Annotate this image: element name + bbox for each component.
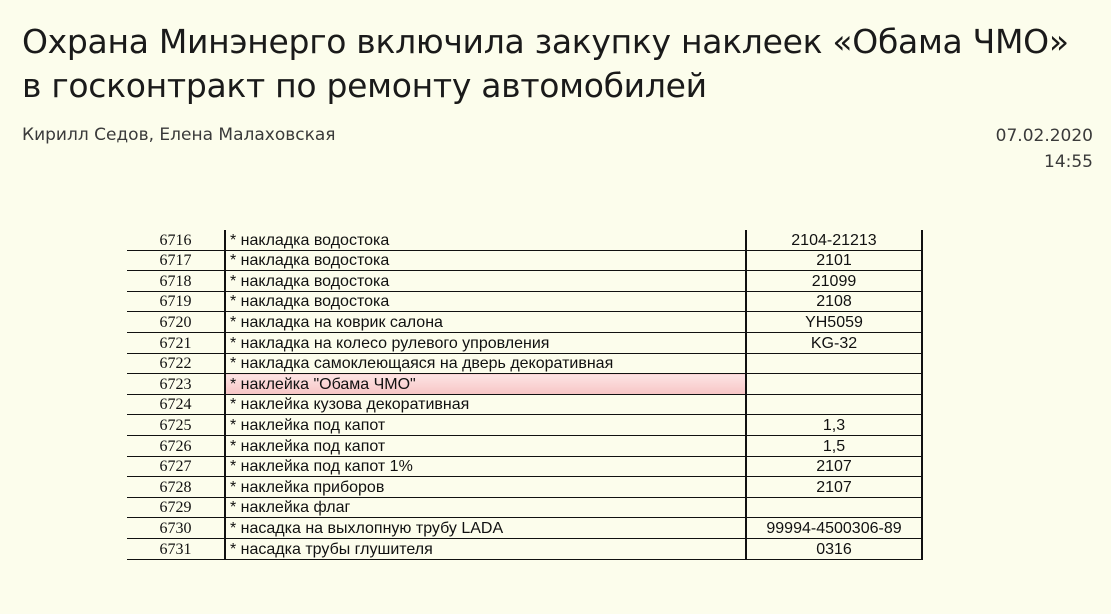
article-date: 07.02.2020 bbox=[995, 126, 1093, 146]
item-code-cell bbox=[746, 374, 922, 395]
item-number-cell: 6730 bbox=[127, 518, 225, 539]
procurement-table bbox=[127, 230, 923, 560]
article-title-line-1: Охрана Минэнерго включила закупку наклеек «Обама ЧМО» bbox=[22, 22, 1069, 61]
item-number-cell: 6720 bbox=[127, 312, 225, 333]
table-row bbox=[127, 435, 922, 456]
article-time: 14:55 bbox=[1044, 152, 1093, 172]
item-name-cell: * наклейка под капот bbox=[225, 435, 746, 456]
item-name-cell: * насадка трубы глушителя bbox=[225, 538, 746, 559]
item-number-cell: 6726 bbox=[127, 435, 225, 456]
item-name-cell: * накладка на колесо рулевого упровления bbox=[225, 332, 746, 353]
item-number-cell: 6728 bbox=[127, 477, 225, 498]
item-number-cell: 6719 bbox=[127, 291, 225, 312]
item-name-cell: * накладка водостока bbox=[225, 250, 746, 271]
table-row bbox=[127, 230, 922, 250]
table-row bbox=[127, 394, 922, 415]
item-code-cell: 21099 bbox=[746, 271, 922, 292]
item-number-cell: 6725 bbox=[127, 415, 225, 436]
item-number-cell: 6722 bbox=[127, 353, 225, 374]
item-number-cell: 6716 bbox=[127, 230, 225, 250]
item-number-cell: 6724 bbox=[127, 394, 225, 415]
item-name-cell: * наклейка флаг bbox=[225, 497, 746, 518]
item-name-cell: * насадка на выхлопную трубу LADA bbox=[225, 518, 746, 539]
item-name-cell: * накладка водостока bbox=[225, 291, 746, 312]
table-row bbox=[127, 518, 922, 539]
item-name-cell: * наклейка под капот bbox=[225, 415, 746, 436]
table-row-highlighted bbox=[127, 374, 922, 395]
item-code-cell: 1,3 bbox=[746, 415, 922, 436]
item-code-cell bbox=[746, 353, 922, 374]
item-number-cell: 6727 bbox=[127, 456, 225, 477]
item-code-cell: 2108 bbox=[746, 291, 922, 312]
article-meta bbox=[996, 123, 1093, 175]
item-code-cell: 2101 bbox=[746, 250, 922, 271]
item-code-cell: 1,5 bbox=[746, 435, 922, 456]
article-authors[interactable]: Кирилл Седов, Елена Малаховская bbox=[22, 125, 336, 145]
procurement-table-body bbox=[127, 230, 922, 559]
table-row bbox=[127, 497, 922, 518]
table-row bbox=[127, 250, 922, 271]
table-row bbox=[127, 353, 922, 374]
document-scan bbox=[127, 231, 925, 558]
item-number-cell: 6718 bbox=[127, 271, 225, 292]
table-row bbox=[127, 312, 922, 333]
item-number-cell: 6731 bbox=[127, 538, 225, 559]
article-title bbox=[22, 20, 1097, 108]
item-name-cell: * наклейка "Обама ЧМО" bbox=[225, 374, 746, 395]
item-code-cell: KG-32 bbox=[746, 332, 922, 353]
item-code-cell bbox=[746, 394, 922, 415]
item-name-cell: * наклейка под капот 1% bbox=[225, 456, 746, 477]
item-name-cell: * накладка водостока bbox=[225, 230, 746, 250]
table-row bbox=[127, 538, 922, 559]
item-number-cell: 6717 bbox=[127, 250, 225, 271]
table-row bbox=[127, 291, 922, 312]
item-name-cell: * накладка водостока bbox=[225, 271, 746, 292]
item-code-cell: 2104-21213 bbox=[746, 230, 922, 250]
item-number-cell: 6729 bbox=[127, 497, 225, 518]
table-row bbox=[127, 456, 922, 477]
item-code-cell: 0316 bbox=[746, 538, 922, 559]
item-code-cell: 2107 bbox=[746, 456, 922, 477]
item-number-cell: 6721 bbox=[127, 332, 225, 353]
article-title-line-2: в госконтракт по ремонту автомобилей bbox=[22, 66, 707, 105]
item-code-cell bbox=[746, 497, 922, 518]
item-number-cell: 6723 bbox=[127, 374, 225, 395]
table-row bbox=[127, 477, 922, 498]
table-row bbox=[127, 332, 922, 353]
item-code-cell: 2107 bbox=[746, 477, 922, 498]
item-name-cell: * наклейка кузова декоративная bbox=[225, 394, 746, 415]
item-code-cell: 99994-4500306-89 bbox=[746, 518, 922, 539]
item-name-cell: * накладка на коврик салона bbox=[225, 312, 746, 333]
item-name-cell: * накладка самоклеющаяся на дверь декоративная bbox=[225, 353, 746, 374]
table-row bbox=[127, 415, 922, 436]
item-code-cell: YH5059 bbox=[746, 312, 922, 333]
table-row bbox=[127, 271, 922, 292]
item-name-cell: * наклейка приборов bbox=[225, 477, 746, 498]
